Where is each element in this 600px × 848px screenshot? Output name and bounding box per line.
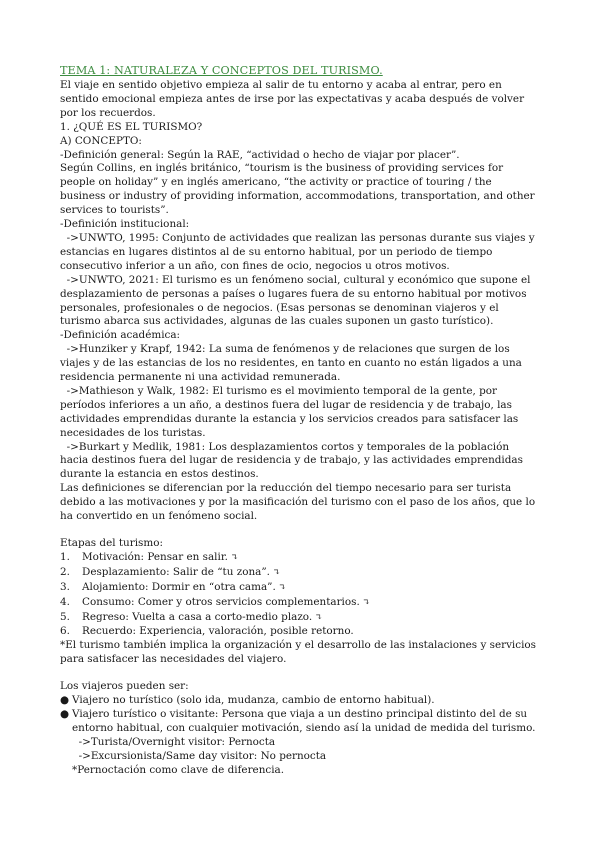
list-item — [60, 596, 540, 611]
list-number: 5. — [60, 610, 70, 623]
list-number: 1. — [60, 550, 70, 563]
list-item-text: Viajero turístico o visitante: Persona que viaja a un destino principal distinto del de su entorno habitual, con cualquier motivación, siendo así la unidad de medida del turismo. — [72, 707, 536, 734]
list-item-text: Desplazamiento: Salir de “tu zona”. — [82, 565, 270, 578]
list-item — [60, 708, 540, 736]
arrow-icon: ↴ — [269, 567, 281, 578]
definition-academic-heading: -Definición académica: — [60, 329, 181, 342]
list-item-text: Motivación: Pensar en salir. — [82, 550, 228, 563]
list-item — [60, 581, 540, 596]
list-number: 6. — [60, 625, 70, 638]
arrow-icon: ↴ — [227, 552, 239, 563]
list-item — [60, 566, 540, 581]
section-heading: 1. ¿QUÉ ES EL TURISMO? — [60, 120, 203, 133]
travelers-list — [60, 694, 540, 736]
list-number: 4. — [60, 595, 70, 608]
stages-list — [60, 551, 540, 639]
list-item-text: Viajero no turístico (solo ida, mudanza, cambio de entorno habitual). — [72, 694, 435, 707]
list-item — [60, 625, 540, 639]
arrow-icon: ↴ — [359, 597, 371, 608]
bullet-icon: ● — [60, 707, 70, 720]
arrow-icon: ↴ — [275, 582, 287, 593]
list-item-text: Alojamiento: Dormir en “otra cama”. — [82, 580, 276, 593]
overnight-note: *Pernoctación como clave de diferencia. — [72, 763, 285, 776]
excursionist-line: ->Excursionista/Same day visitor: No pernocta — [72, 749, 327, 762]
list-item-text: Recuerdo: Experiencia, valoración, posible retorno. — [82, 625, 354, 638]
list-item — [60, 551, 540, 566]
subsection-heading: A) CONCEPTO: — [60, 134, 142, 147]
travelers-heading: Los viajeros pueden ser: — [60, 680, 189, 693]
list-number: 2. — [60, 565, 70, 578]
hunziker-paragraph: ->Hunziker y Krapf, 1942: La suma de fenómenos y de relaciones que surgen de los viajes y de las estancias de los no residentes, en tanto en cuanto no están ligados a una residencia permanente ni una actividad remunerada. — [60, 343, 526, 384]
arrow-icon: ↴ — [312, 612, 323, 623]
definition-general: -Definición general: Según la RAE, “actividad o hecho de viajar por placer”. — [60, 148, 460, 161]
page-title: TEMA 1: NATURALEZA Y CONCEPTOS DEL TURISMO. — [60, 64, 383, 77]
list-item — [60, 694, 540, 708]
list-item-text: Regreso: Vuelta a casa a corto-medio plazo. — [82, 610, 313, 623]
stages-heading: Etapas del turismo: — [60, 537, 163, 549]
unwto-1995-paragraph: ->UNWTO, 1995: Conjunto de actividades que realizan las personas durante sus viajes y estancias en lugares distintos al de su entorno habitual, por un periodo de tiempo consecutivo inferior a un año, con fines de ocio, negocios u otros motivos. — [60, 231, 538, 272]
list-item-text: Consumo: Comer y otros servicios complementarios. — [82, 595, 360, 608]
intro-paragraph: El viaje en sentido objetivo empieza al salir de tu entorno y acaba al entrar, pero en sentido emocional empieza antes de irse por las expectativas y acaba después de volver por los recuerdos. — [60, 79, 525, 119]
definition-institutional-heading: -Definición institucional: — [60, 218, 190, 231]
collins-paragraph: Según Collins, en inglés británico, “tourism is the business of providing services for people on holiday” y en inglés americano, “the activity or practice of touring / the business or industry of providing information, accommodations, transportation, and other services to tourists”. — [60, 162, 535, 217]
unwto-2021-paragraph: ->UNWTO, 2021: El turismo es un fenómeno social, cultural y económico que supone el desplazamiento de personas a países o lugares fuera de su entorno habitual por motivos personales, profesionales o de negocios. (Esas personas se denominan viajeros y el turismo abarca sus actividades, algunas de las cuales suponen un gasto turístico). — [60, 273, 534, 328]
list-item — [60, 611, 540, 626]
differences-paragraph: Las definiciones se diferencian por la reducción del tiempo necesario para ser turista debido a las motivaciones y por la masificación del turismo con el paso de los años, que lo ha convertido en un fenómeno social. — [60, 482, 536, 523]
burkart-paragraph: ->Burkart y Medlik, 1981: Los desplazamientos cortos y temporales de la población hacia destinos fuera del lugar de residencia y de trabajo, y las actividades emprendidas durante la estancia en estos destinos. — [60, 440, 527, 481]
list-number: 3. — [60, 580, 70, 593]
bullet-icon: ● — [60, 694, 70, 707]
mathieson-paragraph: ->Mathieson y Walk, 1982: El turismo es el movimiento temporal de la gente, por períodos inferiores a un año, a destinos fuera del lugar de residencia y de trabajo, las actividades emprendidas durante la estancia y los servicios creados para satisfacer las necesidades de los turistas. — [60, 384, 522, 439]
tourism-note: *El turismo también implica la organización y el desarrollo de las instalaciones y servicios para satisfacer las necesidades del viajero. — [60, 639, 536, 666]
tourist-line: ->Turista/Overnight visitor: Pernocta — [72, 735, 276, 748]
